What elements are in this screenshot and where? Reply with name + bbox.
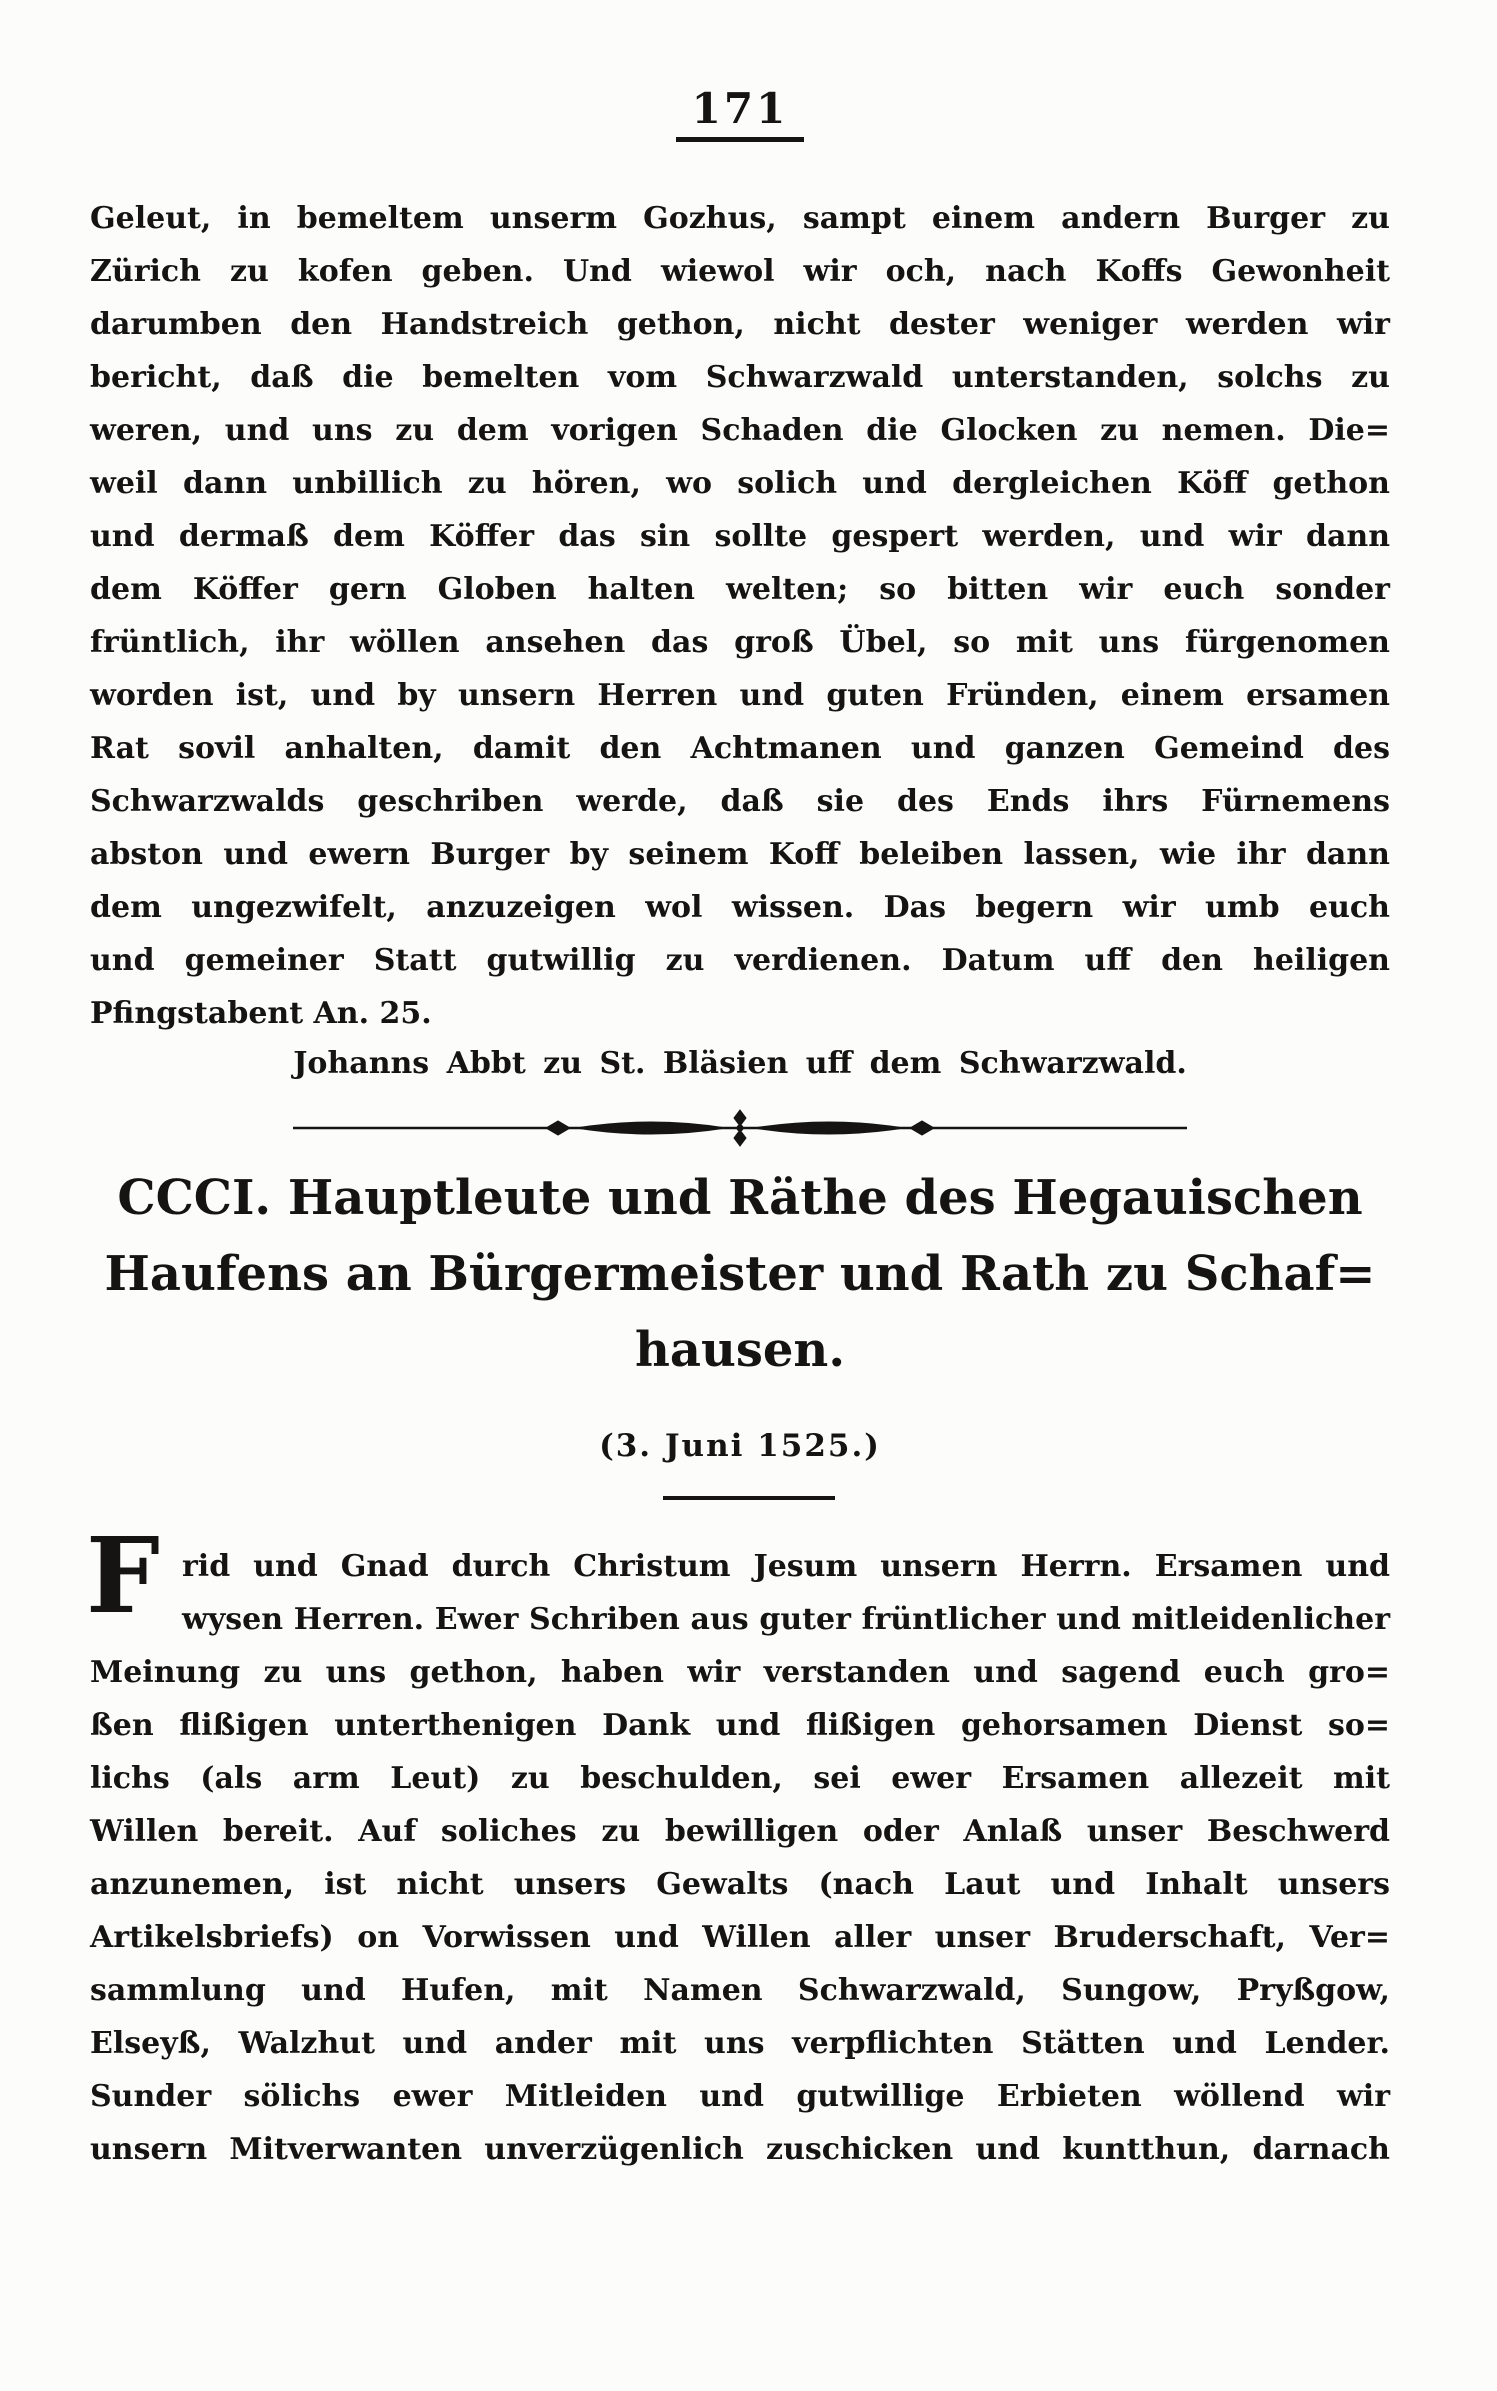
letter1-signature: Johanns Abbt zu St. Bläsien uff dem Schwarzwald. — [293, 1046, 1187, 1081]
date-rule — [663, 1496, 835, 1500]
text-line: wysen Herren. Ewer Schriben aus guter früntlicher und mitleidenlicher — [182, 1602, 1390, 1637]
text-line: unsern Mitverwanten unverzügenlich zuschicken und kuntthun, darnach — [90, 2132, 1390, 2167]
text-line: bericht, daß die bemelten vom Schwarzwald unterstanden, solchs zu — [90, 360, 1390, 395]
text-line: und dermaß dem Köffer das sin sollte gespert werden, und wir dann — [90, 519, 1390, 554]
text-line: und gemeiner Statt gutwillig zu verdienen. Datum uff den heiligen — [90, 943, 1390, 978]
text-line: Zürich zu kofen geben. Und wiewol wir och, nach Koffs Gewonheit — [90, 254, 1390, 289]
text-line: Sunder sölichs ewer Mitleiden und gutwillige Erbieten wöllend wir — [90, 2079, 1390, 2114]
divider-ornament-icon — [290, 1106, 1190, 1150]
dropcap-initial: F — [86, 1514, 160, 1637]
text-line: anzunemen, ist nicht unsers Gewalts (nach Laut und Inhalt unsers — [90, 1867, 1390, 1902]
section-divider — [90, 1106, 1390, 1154]
text-line: sammlung und Hufen, mit Namen Schwarzwald, Sungow, Pryßgow, — [90, 1973, 1390, 2008]
letter2-body — [86, 1514, 1390, 2176]
text-line: weren, und uns zu dem vorigen Schaden die Glocken zu nemen. Die= — [90, 413, 1390, 448]
letter1-body — [90, 192, 1390, 1040]
letter2-text — [86, 1514, 1390, 2176]
text-line: Meinung zu uns gethon, haben wir verstanden und sagend euch gro= — [90, 1655, 1390, 1690]
section-heading — [90, 1160, 1390, 1388]
text-line: Willen bereit. Auf soliches zu bewilligen oder Anlaß unser Beschwerd — [90, 1814, 1390, 1849]
text-line: darumben den Handstreich gethon, nicht dester weniger werden wir — [90, 307, 1390, 342]
text-line: Elseyß, Walzhut und ander mit uns verpflichten Stätten und Lender. — [90, 2026, 1390, 2061]
text-line: rid und Gnad durch Christum Jesum unsern Herrn. Ersamen und — [182, 1549, 1390, 1584]
letter2-lines-list — [90, 1540, 1390, 2176]
text-line: abston und ewern Burger by seinem Koff beleiben lassen, wie ihr dann — [90, 837, 1390, 872]
text-line: lichs (als arm Leut) zu beschulden, sei ewer Ersamen allezeit mit — [90, 1761, 1390, 1796]
text-line: Artikelsbriefs) on Vorwissen und Willen aller unser Bruderschaft, Ver= — [90, 1920, 1390, 1955]
text-line: worden ist, und by unsern Herren und guten Fründen, einem ersamen — [90, 678, 1390, 713]
text-line: Geleut, in bemeltem unserm Gozhus, sampt einem andern Burger zu — [90, 201, 1390, 236]
heading-line-2: Haufens an Bürgermeister und Rath zu Schaf= — [104, 1246, 1376, 1302]
text-line: dem ungezwifelt, anzuzeigen wol wissen. Das begern wir umb euch — [90, 890, 1390, 925]
page-number: 171 — [676, 84, 805, 142]
page-header — [90, 84, 1390, 142]
text-line: ßen flißigen unterthenigen Dank und flißigen gehorsamen Dienst so= — [90, 1708, 1390, 1743]
text-line: Pfingstabent An. 25. — [90, 996, 432, 1031]
text-line: früntlich, ihr wöllen ansehen das groß Übel, so mit uns fürgenomen — [90, 625, 1390, 660]
heading-line-1: CCCI. Hauptleute und Räthe des Hegauischen — [117, 1170, 1363, 1226]
text-line: dem Köffer gern Globen halten welten; so bitten wir euch sonder — [90, 572, 1390, 607]
heading-line-3: hausen. — [634, 1322, 846, 1378]
section-date: (3. Juni 1525.) — [599, 1428, 881, 1464]
text-line: Rat sovil anhalten, damit den Achtmanen und ganzen Gemeind des — [90, 731, 1390, 766]
text-line: weil dann unbillich zu hören, wo solich und dergleichen Köff gethon — [90, 466, 1390, 501]
text-line: Schwarzwalds geschriben werde, daß sie des Ends ihrs Fürnemens — [90, 784, 1390, 819]
